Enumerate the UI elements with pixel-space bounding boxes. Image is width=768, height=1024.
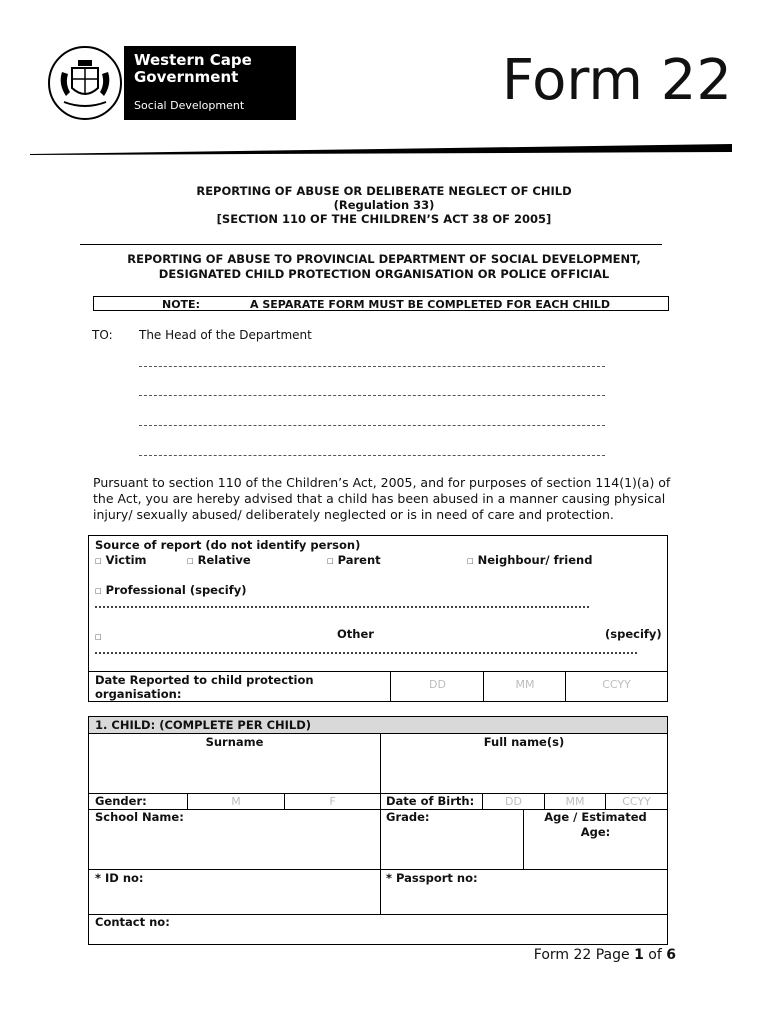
option-professional[interactable] bbox=[95, 583, 247, 598]
checkbox-icon[interactable]: □ bbox=[95, 556, 102, 565]
address-line-4[interactable] bbox=[139, 455, 605, 456]
coat-of-arms-emblem bbox=[48, 46, 122, 120]
option-other-checkbox[interactable] bbox=[95, 629, 106, 644]
coat-of-arms-icon bbox=[50, 48, 120, 118]
option-victim[interactable] bbox=[95, 553, 147, 568]
logo-line-western-cape: Western Cape bbox=[134, 51, 252, 69]
date-reported-label-line-2: organisation: bbox=[95, 687, 182, 701]
surname-field[interactable] bbox=[89, 750, 380, 793]
option-parent-label: Parent bbox=[337, 553, 381, 567]
option-relative[interactable] bbox=[187, 553, 251, 568]
date-reported-year-field[interactable] bbox=[565, 672, 667, 701]
footer-page-number: 1 bbox=[634, 947, 644, 963]
page-footer bbox=[534, 946, 676, 964]
source-of-report-box bbox=[88, 535, 668, 672]
dob-day-field[interactable] bbox=[483, 794, 544, 808]
separator-line bbox=[80, 244, 662, 245]
subheading-line-2: DESIGNATED CHILD PROTECTION ORGANISATION OR POLICE OFFICIAL bbox=[158, 267, 610, 281]
option-neighbour-friend[interactable] bbox=[467, 553, 592, 568]
id-number-field[interactable] bbox=[89, 885, 380, 914]
grade-field[interactable] bbox=[381, 825, 523, 869]
age-label-line-1: Age / Estimated bbox=[544, 810, 647, 824]
footer-total-pages: 6 bbox=[666, 947, 676, 963]
checkbox-icon[interactable]: □ bbox=[467, 556, 474, 565]
logo-line-department: Social Development bbox=[134, 99, 245, 112]
female-placeholder: F bbox=[329, 795, 336, 808]
statement-line-1: Pursuant to section 110 of the Children’s Act, 2005, and for purposes of section 114(1)(a) of bbox=[93, 475, 671, 490]
date-reported-month-field[interactable] bbox=[483, 672, 566, 701]
logo-line-government: Government bbox=[134, 68, 239, 86]
header-rule bbox=[30, 142, 732, 158]
heading-line-2: (Regulation 33) bbox=[333, 198, 435, 212]
year-placeholder: CCYY bbox=[602, 678, 631, 691]
government-logo bbox=[48, 46, 296, 120]
grade-label: Grade: bbox=[386, 810, 430, 824]
full-names-label: Full name(s) bbox=[483, 735, 565, 749]
heading-line-3: [SECTION 110 OF THE CHILDREN’S ACT 38 OF 2005] bbox=[216, 212, 552, 226]
option-neighbour-friend-label: Neighbour/ friend bbox=[477, 553, 593, 567]
dob-label: Date of Birth: bbox=[386, 794, 475, 808]
other-specify-label: (specify) bbox=[605, 627, 662, 641]
to-label: TO: bbox=[92, 328, 113, 342]
contact-number-field[interactable] bbox=[179, 915, 667, 944]
date-reported-label-line-1: Date Reported to child protection bbox=[95, 673, 314, 687]
passport-number-label: * Passport no: bbox=[386, 871, 478, 885]
heading-line-1: REPORTING OF ABUSE OR DELIBERATE NEGLECT OF CHILD bbox=[196, 184, 572, 198]
note-box bbox=[93, 296, 669, 311]
option-relative-label: Relative bbox=[197, 553, 251, 567]
option-parent[interactable] bbox=[327, 553, 381, 568]
option-victim-label: Victim bbox=[105, 553, 147, 567]
statement-line-3: injury/ sexually abused/ deliberately neglected or is in need of care and protection. bbox=[93, 507, 614, 522]
male-placeholder: M bbox=[231, 795, 241, 808]
school-name-label: School Name: bbox=[95, 810, 184, 824]
age-label-line-2: Age: bbox=[580, 825, 611, 839]
dob-year-field[interactable] bbox=[606, 794, 667, 808]
form-title: Form 22 bbox=[501, 48, 732, 113]
dob-year-placeholder: CCYY bbox=[622, 795, 651, 808]
child-section-title: 1. CHILD: (COMPLETE PER CHILD) bbox=[95, 718, 312, 732]
month-placeholder: MM bbox=[515, 678, 535, 691]
source-title: Source of report (do not identify person) bbox=[95, 538, 361, 552]
logo-text-block bbox=[124, 46, 296, 120]
checkbox-icon[interactable]: □ bbox=[95, 586, 102, 595]
professional-specify-line[interactable] bbox=[95, 606, 589, 608]
checkbox-icon[interactable]: □ bbox=[187, 556, 194, 565]
option-professional-label: Professional (specify) bbox=[105, 583, 247, 597]
age-label bbox=[524, 810, 667, 839]
footer-of: of bbox=[648, 947, 662, 963]
note-text: A SEPARATE FORM MUST BE COMPLETED FOR EACH CHILD bbox=[250, 298, 611, 311]
gender-label: Gender: bbox=[95, 794, 147, 808]
full-names-field[interactable] bbox=[381, 750, 667, 793]
subheading-line-1: REPORTING OF ABUSE TO PROVINCIAL DEPARTMENT OF SOCIAL DEVELOPMENT, bbox=[127, 252, 641, 266]
passport-number-field[interactable] bbox=[381, 885, 667, 914]
school-name-field[interactable] bbox=[89, 825, 380, 869]
date-reported-label bbox=[95, 673, 314, 701]
dob-day-placeholder: DD bbox=[505, 795, 522, 808]
gender-male-option[interactable] bbox=[188, 794, 284, 808]
other-specify-line[interactable] bbox=[95, 652, 637, 654]
date-reported-day-field[interactable] bbox=[390, 672, 484, 701]
child-section-header bbox=[89, 717, 667, 734]
address-line-2[interactable] bbox=[139, 395, 605, 396]
address-line-3[interactable] bbox=[139, 425, 605, 426]
dob-month-field[interactable] bbox=[545, 794, 605, 808]
footer-prefix: Form 22 Page bbox=[533, 947, 630, 963]
statement-line-2: the Act, you are hereby advised that a child has been abused in a manner causing physical bbox=[93, 491, 666, 506]
gender-female-option[interactable] bbox=[285, 794, 380, 808]
contact-number-label: Contact no: bbox=[95, 915, 170, 929]
checkbox-icon[interactable]: □ bbox=[327, 556, 334, 565]
row-divider bbox=[89, 869, 667, 870]
id-number-label: * ID no: bbox=[95, 871, 144, 885]
surname-label: Surname bbox=[205, 735, 264, 749]
option-other-label: Other bbox=[337, 627, 374, 641]
day-placeholder: DD bbox=[429, 678, 446, 691]
date-reported-row bbox=[88, 671, 668, 702]
child-details-table bbox=[88, 716, 668, 945]
to-recipient: The Head of the Department bbox=[139, 328, 312, 342]
note-label: NOTE: bbox=[162, 298, 200, 311]
dob-month-placeholder: MM bbox=[565, 795, 585, 808]
checkbox-icon[interactable]: □ bbox=[95, 632, 102, 641]
address-line-1[interactable] bbox=[139, 366, 605, 367]
